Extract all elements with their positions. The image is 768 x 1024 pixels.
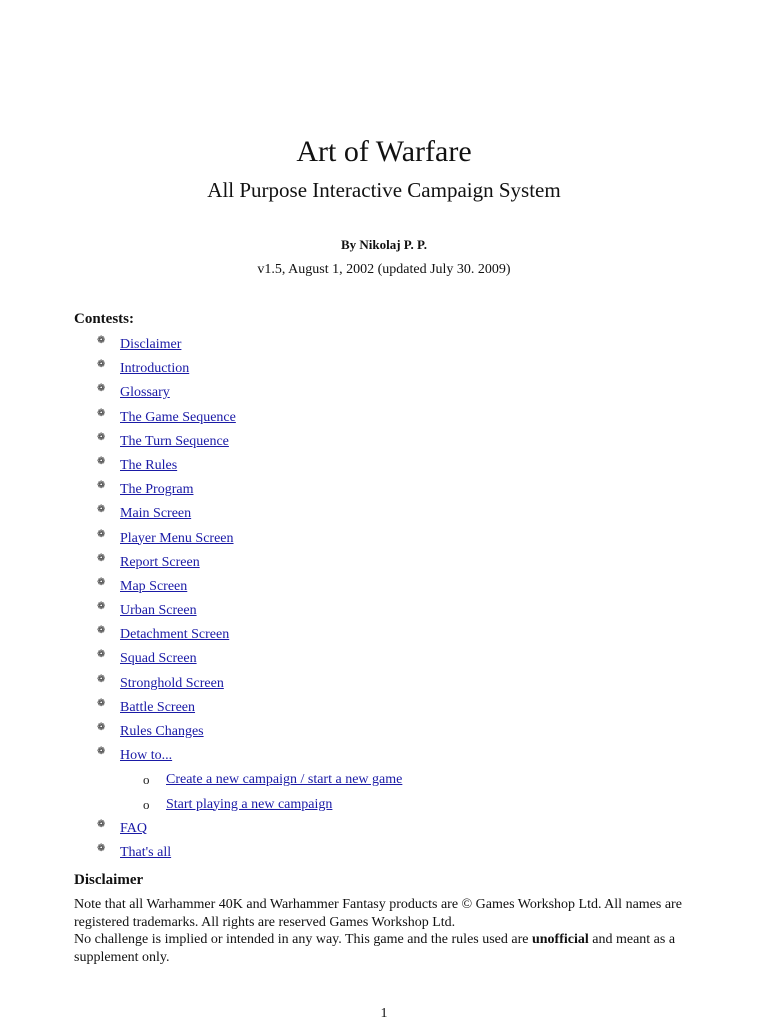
circle-bullet-icon: o bbox=[143, 772, 150, 788]
table-of-contents bbox=[0, 334, 768, 866]
toc-link-detachment-screen[interactable]: Detachment Screen bbox=[120, 627, 230, 643]
document-version: v1.5, August 1, 2002 (updated July 30. 2009) bbox=[257, 262, 511, 277]
toc-item-detachment-screen bbox=[0, 624, 768, 648]
flower-bullet-icon: ❁ bbox=[97, 359, 106, 371]
toc-subitem-create-campaign bbox=[0, 769, 768, 793]
disclaimer-paragraph-2 bbox=[74, 931, 694, 966]
toc-item-introduction bbox=[0, 358, 768, 382]
toc-link-player-menu-screen[interactable]: Player Menu Screen bbox=[120, 530, 234, 546]
toc-link-start-playing[interactable]: Start playing a new campaign bbox=[166, 796, 333, 812]
flower-bullet-icon: ❁ bbox=[97, 528, 106, 540]
flower-bullet-icon: ❁ bbox=[97, 842, 106, 854]
flower-bullet-icon: ❁ bbox=[97, 576, 106, 588]
toc-item-squad-screen bbox=[0, 648, 768, 672]
disclaimer-body bbox=[74, 896, 694, 966]
toc-item-game-sequence bbox=[0, 407, 768, 431]
toc-link-how-to[interactable]: How to... bbox=[120, 748, 173, 764]
toc-link-squad-screen[interactable]: Squad Screen bbox=[120, 651, 197, 667]
toc-link-faq[interactable]: FAQ bbox=[120, 820, 147, 836]
toc-item-glossary bbox=[0, 382, 768, 406]
toc-link-program[interactable]: The Program bbox=[120, 482, 194, 498]
flower-bullet-icon: ❁ bbox=[97, 673, 106, 685]
toc-item-faq bbox=[0, 818, 768, 842]
toc-link-turn-sequence[interactable]: The Turn Sequence bbox=[120, 433, 229, 449]
disclaimer-heading: Disclaimer bbox=[74, 872, 144, 888]
flower-bullet-icon: ❁ bbox=[97, 601, 106, 613]
document-author: By Nikolaj P. P. bbox=[340, 237, 428, 252]
flower-bullet-icon: ❁ bbox=[97, 431, 106, 443]
toc-item-program bbox=[0, 479, 768, 503]
document-title: Art of Warfare bbox=[296, 135, 472, 168]
flower-bullet-icon: ❁ bbox=[97, 504, 106, 516]
toc-link-report-screen[interactable]: Report Screen bbox=[120, 554, 200, 570]
toc-link-rules-changes[interactable]: Rules Changes bbox=[120, 724, 204, 739]
flower-bullet-icon: ❁ bbox=[97, 722, 106, 733]
flower-bullet-icon: ❁ bbox=[97, 649, 106, 661]
toc-item-urban-screen bbox=[0, 600, 768, 624]
contents-heading: Contests: bbox=[74, 311, 134, 327]
circle-bullet-icon: o bbox=[143, 796, 150, 812]
toc-link-introduction[interactable]: Introduction bbox=[120, 361, 190, 377]
toc-item-stronghold-screen bbox=[0, 673, 768, 697]
toc-link-main-screen[interactable]: Main Screen bbox=[120, 506, 192, 522]
flower-bullet-icon: ❁ bbox=[97, 407, 106, 419]
toc-item-map-screen bbox=[0, 576, 768, 600]
toc-item-rules-changes bbox=[0, 721, 768, 745]
flower-bullet-icon: ❁ bbox=[97, 746, 106, 758]
flower-bullet-icon: ❁ bbox=[97, 697, 106, 709]
toc-item-rules bbox=[0, 455, 768, 479]
toc-item-main-screen bbox=[0, 503, 768, 527]
flower-bullet-icon: ❁ bbox=[97, 480, 106, 492]
disclaimer-text-before: No challenge is implied or intended in any way. This game and the rules used are bbox=[74, 932, 532, 947]
flower-bullet-icon: ❁ bbox=[97, 552, 106, 564]
page-number: 1 bbox=[380, 1006, 388, 1021]
toc-link-map-screen[interactable]: Map Screen bbox=[120, 578, 188, 594]
toc-item-disclaimer bbox=[0, 334, 768, 358]
toc-item-report-screen bbox=[0, 552, 768, 576]
flower-bullet-icon: ❁ bbox=[97, 383, 106, 395]
toc-link-stronghold-screen[interactable]: Stronghold Screen bbox=[120, 675, 224, 691]
flower-bullet-icon: ❁ bbox=[97, 818, 106, 830]
flower-bullet-icon: ❁ bbox=[97, 455, 106, 467]
document-subtitle: All Purpose Interactive Campaign System bbox=[207, 178, 561, 202]
toc-item-battle-screen bbox=[0, 697, 768, 721]
toc-link-disclaimer[interactable]: Disclaimer bbox=[120, 337, 182, 352]
toc-link-urban-screen[interactable]: Urban Screen bbox=[120, 603, 197, 619]
toc-item-thats-all bbox=[0, 842, 768, 866]
toc-link-rules[interactable]: The Rules bbox=[120, 457, 178, 473]
disclaimer-text-after: and meant as a supplement only. bbox=[74, 932, 676, 965]
toc-link-game-sequence[interactable]: The Game Sequence bbox=[120, 409, 236, 425]
disclaimer-paragraph-1: Note that all Warhammer 40K and Warhammer Fantasy products are © Games Workshop Ltd. All names are registered trademarks. All rights are reserved Games Workshop Ltd. bbox=[74, 897, 682, 930]
disclaimer-bold-unofficial: unofficial bbox=[531, 932, 589, 947]
flower-bullet-icon: ❁ bbox=[97, 625, 106, 637]
toc-item-how-to bbox=[0, 745, 768, 769]
flower-bullet-icon: ❁ bbox=[97, 335, 106, 346]
toc-link-battle-screen[interactable]: Battle Screen bbox=[120, 699, 196, 715]
toc-subitem-start-playing bbox=[0, 794, 768, 818]
toc-item-turn-sequence bbox=[0, 431, 768, 455]
toc-link-thats-all[interactable]: That's all bbox=[120, 844, 172, 860]
toc-item-player-menu-screen bbox=[0, 528, 768, 552]
toc-link-create-campaign[interactable]: Create a new campaign / start a new game bbox=[166, 772, 403, 788]
toc-link-glossary[interactable]: Glossary bbox=[120, 385, 170, 401]
